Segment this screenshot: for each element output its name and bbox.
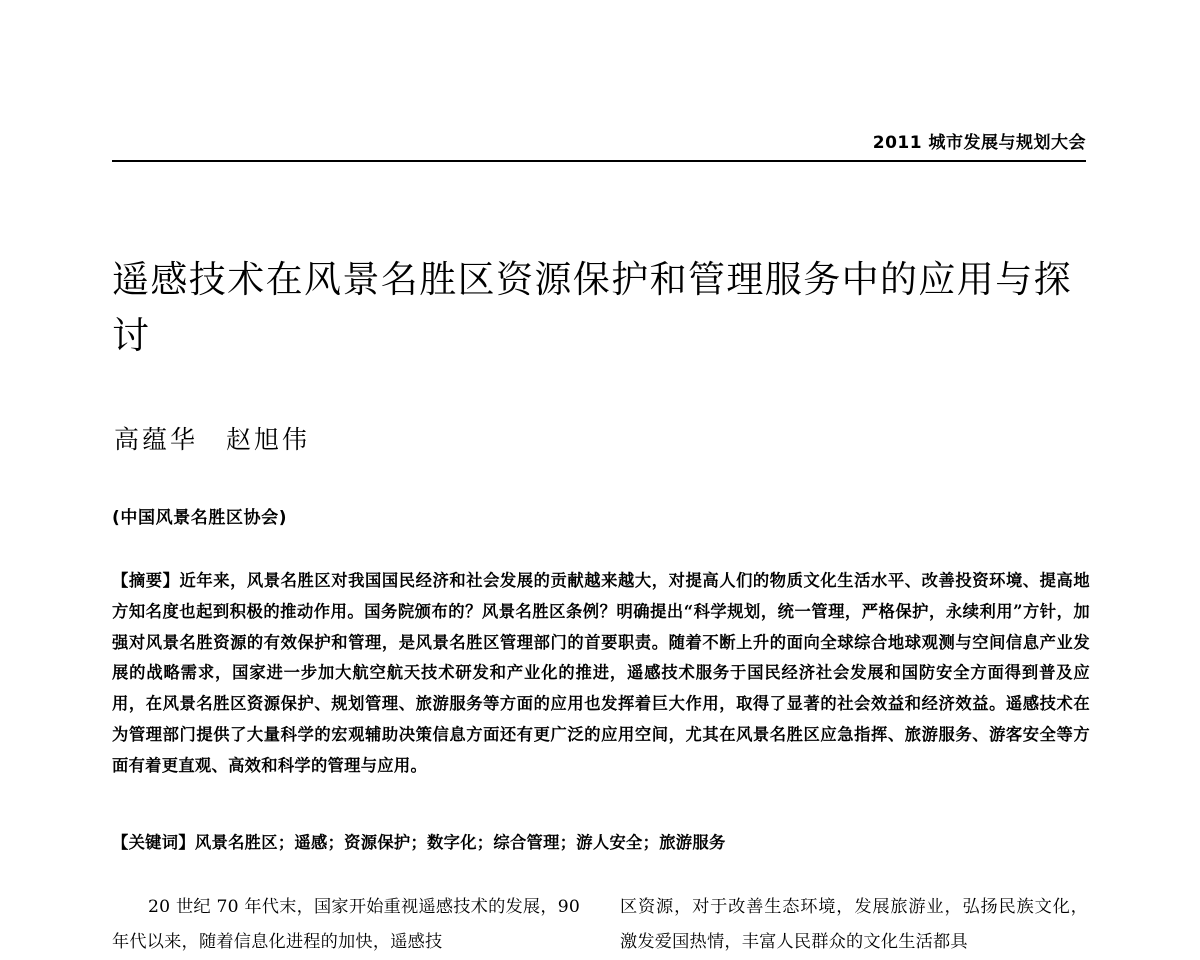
body-column-right: 区资源，对于改善生态环境，发展旅游业，弘扬民族文化，激发爱国热情，丰富人民群众的文化生活都具: [620, 897, 1088, 952]
keywords-text: 风景名胜区；遥感；资源保护；数字化；综合管理；游人安全；旅游服务: [194, 833, 726, 852]
keywords: [112, 828, 1090, 858]
running-header: 2011 城市发展与规划大会: [872, 133, 1086, 153]
keywords-label: 【关键词】: [112, 833, 195, 852]
authors: 高蕴华 赵旭伟: [114, 425, 311, 454]
abstract-text: 近年来，风景名胜区对我国国民经济和社会发展的贡献越来越大，对提高人们的物质文化生活水平、改善投资环境、提高地方知名度也起到积极的推动作用。国务院颁布的？风景名胜区条例？明确提出“科学规划，统一管理，严格保护，永续利用”方针，加强对风景名胜资源的有效保护和管理，是风景名胜区管理部门的首要职责。随着不断上升的面向全球综合地球观测与空间信息产业发展的战略需求，国家进一步加大航空航天技术研发和产业化的推进，遥感技术服务于国民经济社会发展和国防安全方面得到普及应用，在风景名胜区资源保护、规划管理、旅游服务等方面的应用也发挥着巨大作用，取得了显著的社会效益和经济效益。遥感技术在为管理部门提供了大量科学的宏观辅助决策信息方面还有更广泛的应用空间，尤其在风景名胜区应急指挥、旅游服务、游客安全等方面有着更直观、高效和科学的管理与应用。: [112, 571, 1090, 775]
abstract: [112, 566, 1090, 782]
paper-title: 遥感技术在风景名胜区资源保护和管理服务中的应用与探讨: [112, 258, 1072, 357]
abstract-label: 【摘要】: [112, 571, 180, 590]
affiliation: (中国风景名胜区协会): [112, 508, 288, 528]
header-rule: [112, 160, 1086, 162]
body-column-left: 20 世纪 70 年代末，国家开始重视遥感技术的发展，90 年代以来，随着信息化进程的加快，遥感技: [112, 897, 580, 952]
